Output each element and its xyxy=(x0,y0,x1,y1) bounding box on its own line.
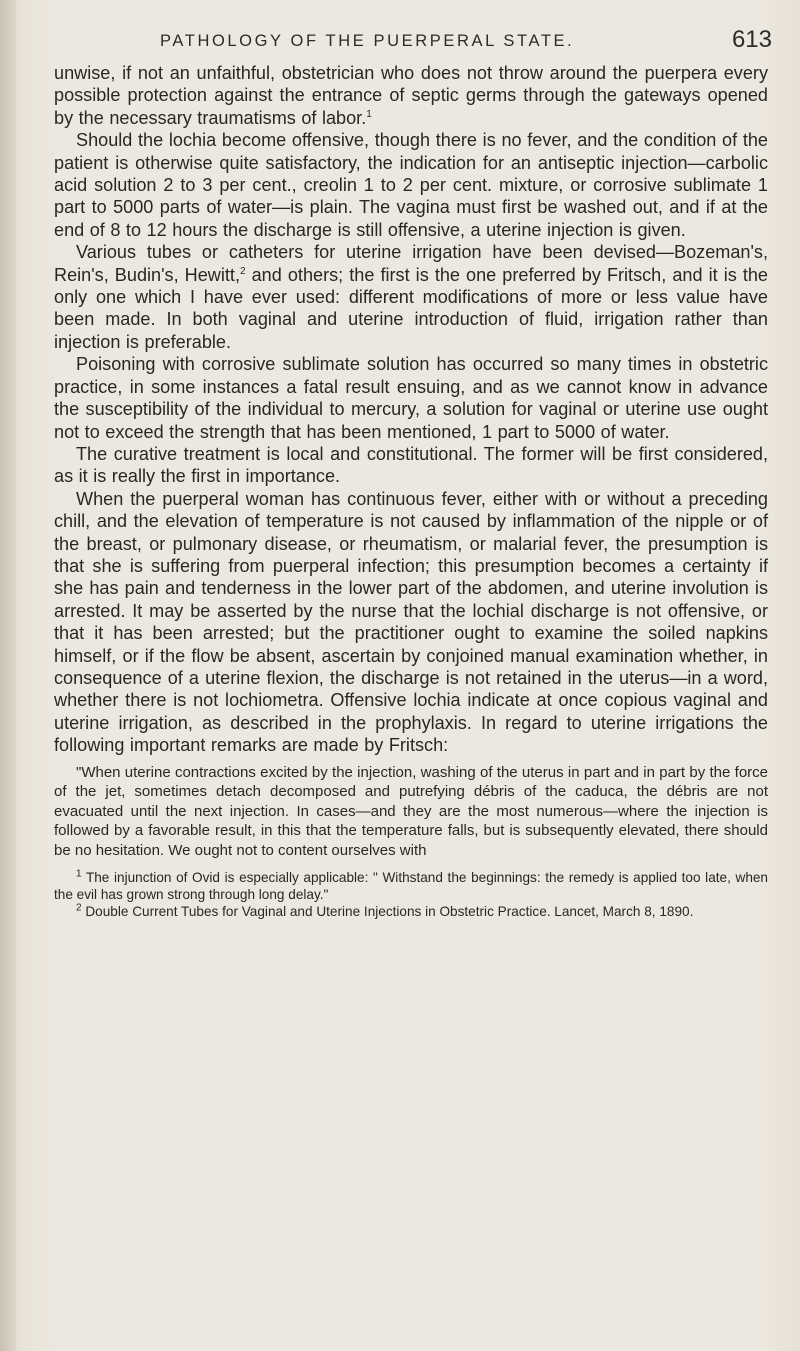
footnote-mark: 1 xyxy=(76,868,82,880)
footnote-text: Double Current Tubes for Vaginal and Uterine Injections in Obstetric Practice. Lancet, March 8, 1890. xyxy=(81,903,694,919)
page-number: 613 xyxy=(731,26,772,53)
footnote-reference: 1 xyxy=(366,108,372,120)
running-head: PATHOLOGY OF THE PUERPERAL STATE. xyxy=(160,32,575,50)
footnote-mark: 2 xyxy=(76,902,82,914)
paragraph-6: When the puerperal woman has continuous fever, either with or without a preceding chill, and the elevation of temperature is not caused by inflammation of the nipple or of the breast, or pulmonary disease, or rheumatism, or malarial fever, the presumption is that she is suffering from puerperal infection; this presumption becomes a certainty if she has pain and tenderness in the lower part of the abdomen, and uterine involution is arrested. It may be asserted by the nurse that the lochial discharge is not offensive, or that it has been arrested; but the practitioner ought to examine the soiled napkins himself, or if the flow be absent, ascertain by conjoined manual examination whether, in consequence of a uterine flexion, the discharge is not retained in the uterus—in a word, whether there is not lochiometra. Offensive lochia indicate at once copious vaginal and uterine irrigation, as described in the prophylaxis. In regard to uterine irrigations the following important remarks are made by Fritsch: xyxy=(54,488,768,756)
paragraph-5: The curative treatment is local and constitutional. The former will be first considered, as it is really the first in importance. xyxy=(54,443,768,487)
paragraph-text: and others; the first is the one preferred by Fritsch, and it is the only one which I have ever used: different modifications of more or less value have been made. In both vaginal and uterine introduction of fluid, irrigation rather than injection is preferable. xyxy=(54,264,768,352)
block-quote: "When uterine contractions excited by the injection, washing of the uterus in part and in part by the force of the jet, sometimes detach decomposed and putrefying débris of the caduca, the débris are not evacuated until the next injection. In cases—and they are the most numerous—where the injection is followed by a favorable result, in this that the temperature falls, but is subsequently elevated, there should be no hesitation. We ought not to content ourselves with xyxy=(54,763,768,859)
paragraph-3 xyxy=(54,241,768,353)
footnote-2 xyxy=(54,903,768,920)
footnote-text: The injunction of Ovid is especially applicable: " Withstand the beginnings: the remedy is applied too late, when the evil has grown strong through long delay." xyxy=(54,869,768,902)
footnotes xyxy=(54,869,768,921)
page-header xyxy=(60,26,772,66)
footnote-reference: 2 xyxy=(239,265,246,277)
paragraph-2: Should the lochia become offensive, though there is no fever, and the condition of the patient is otherwise quite satisfactory, the indication for an antiseptic injection—carbolic acid solution 2 to 3 per cent., creolin 1 to 2 per cent. mixture, or corrosive sublimate 1 part to 5000 parts of water—is plain. The vagina must first be washed out, and if at the end of 8 to 12 hours the discharge is still offensive, a uterine injection is given. xyxy=(54,130,768,240)
paragraph-text: Various tubes or catheters for uterine irrigation have been devised—Bozeman's, Rein's, Budin's, Hewitt, xyxy=(54,242,768,285)
paragraph-1 xyxy=(54,62,768,129)
paragraph-text: unwise, if not an unfaithful, obstetrician who does not throw around the puerpera every possible protection against the entrance of septic germs through the gateways opened by the necessary traumatisms of labor. xyxy=(54,63,768,128)
body-text xyxy=(54,62,768,920)
footnote-1 xyxy=(54,869,768,903)
paragraph-4: Poisoning with corrosive sublimate solution has occurred so many times in obstetric practice, in some instances a fatal result ensuing, and as we cannot know in advance the susceptibility of the individual to mercury, a solution for vaginal or uterine use ought not to exceed the strength that has been mentioned, 1 part to 5000 of water. xyxy=(54,354,768,442)
page-binding-shadow xyxy=(0,0,16,1351)
